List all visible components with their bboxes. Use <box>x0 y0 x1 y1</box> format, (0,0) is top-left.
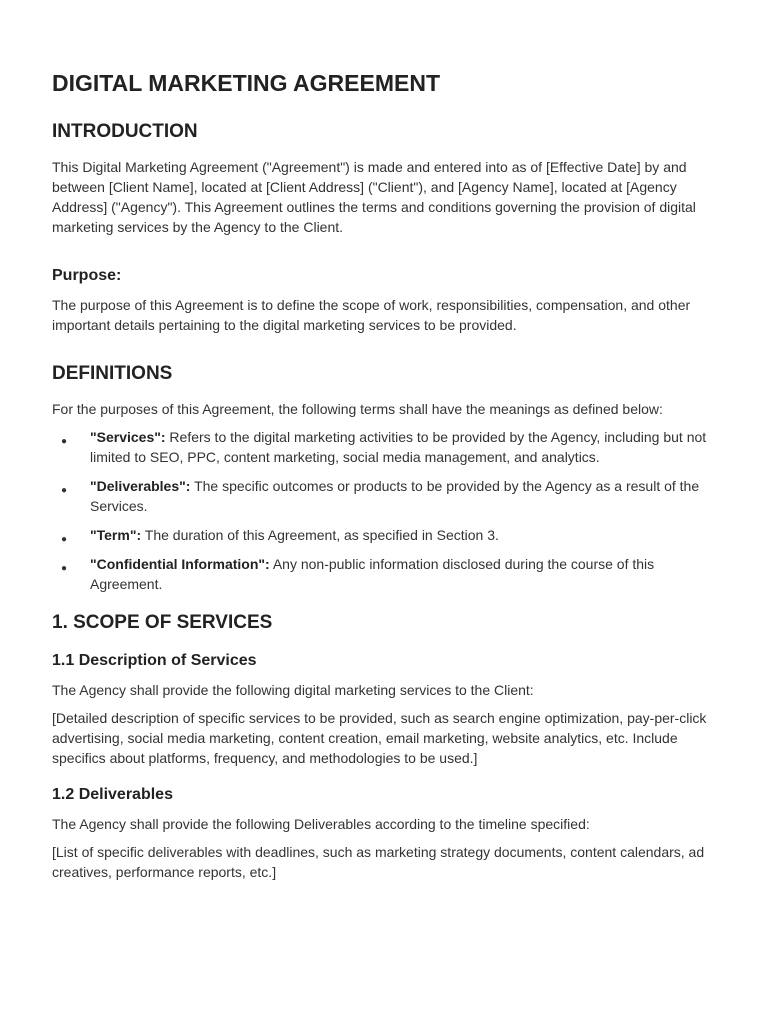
introduction-text: This Digital Marketing Agreement ("Agreement") is made and entered into as of [Effective Date] by and between [Client Name], located at [Client Address] ("Client"), and [Agency Name], located at [Agency Address] ("Agency"). This Agreement outlines the terms and conditions governing the provision of digital marketing services by the Agency to the Client. <box>52 159 696 235</box>
introduction-heading: INTRODUCTION <box>52 121 198 142</box>
definition-text: Refers to the digital marketing activities to be provided by the Agency, including but not limited to SEO, PPC, content marketing, social media management, and analytics. <box>90 429 707 465</box>
bullet-icon: ● <box>61 485 68 496</box>
description-of-services-heading: 1.1 Description of Services <box>52 652 257 669</box>
deliverables-heading: 1.2 Deliverables <box>52 786 173 803</box>
scope-heading: 1. SCOPE OF SERVICES <box>52 612 273 633</box>
definition-text: The duration of this Agreement, as specified in Section 3. <box>141 527 499 543</box>
purpose-text: The purpose of this Agreement is to define the scope of work, responsibilities, compensation, and other important details pertaining to the digital marketing services to be provided. <box>52 297 691 333</box>
definition-item-services <box>52 427 718 467</box>
bullet-icon: ● <box>61 563 68 574</box>
definitions-heading: DEFINITIONS <box>52 363 173 384</box>
definition-text: Any non-public information disclosed during the course of this Agreement. <box>90 556 655 592</box>
deliverables-intro: The Agency shall provide the following Deliverables according to the timeline specified: <box>52 816 590 832</box>
definition-term: "Confidential Information": <box>90 556 270 572</box>
definition-term: "Term": <box>90 527 142 543</box>
definition-item-deliverables <box>52 476 718 516</box>
purpose-heading: Purpose: <box>52 267 122 284</box>
deliverables-placeholder: [List of specific deliverables with deadlines, such as marketing strategy documents, content calendars, ad creatives, performance reports, etc.] <box>52 844 705 880</box>
definitions-intro: For the purposes of this Agreement, the following terms shall have the meanings as defined below: <box>52 401 663 417</box>
document-title: DIGITAL MARKETING AGREEMENT <box>52 70 441 96</box>
definition-item-term <box>52 525 718 545</box>
description-of-services-intro: The Agency shall provide the following digital marketing services to the Client: <box>52 682 534 698</box>
definition-term: "Services": <box>90 429 166 445</box>
definition-term: "Deliverables": <box>90 478 191 494</box>
definitions-list <box>52 427 718 594</box>
bullet-icon: ● <box>61 534 68 545</box>
bullet-icon: ● <box>61 436 68 447</box>
definition-text: The specific outcomes or products to be provided by the Agency as a result of the Services. <box>90 478 700 514</box>
description-of-services-placeholder: [Detailed description of specific services to be provided, such as search engine optimization, pay-per-click advertising, social media marketing, content creation, email marketing, website analytics, etc. Include specifics about platforms, frequency, and methodologies to be used.] <box>52 710 707 766</box>
definition-item-confidential <box>52 554 718 594</box>
